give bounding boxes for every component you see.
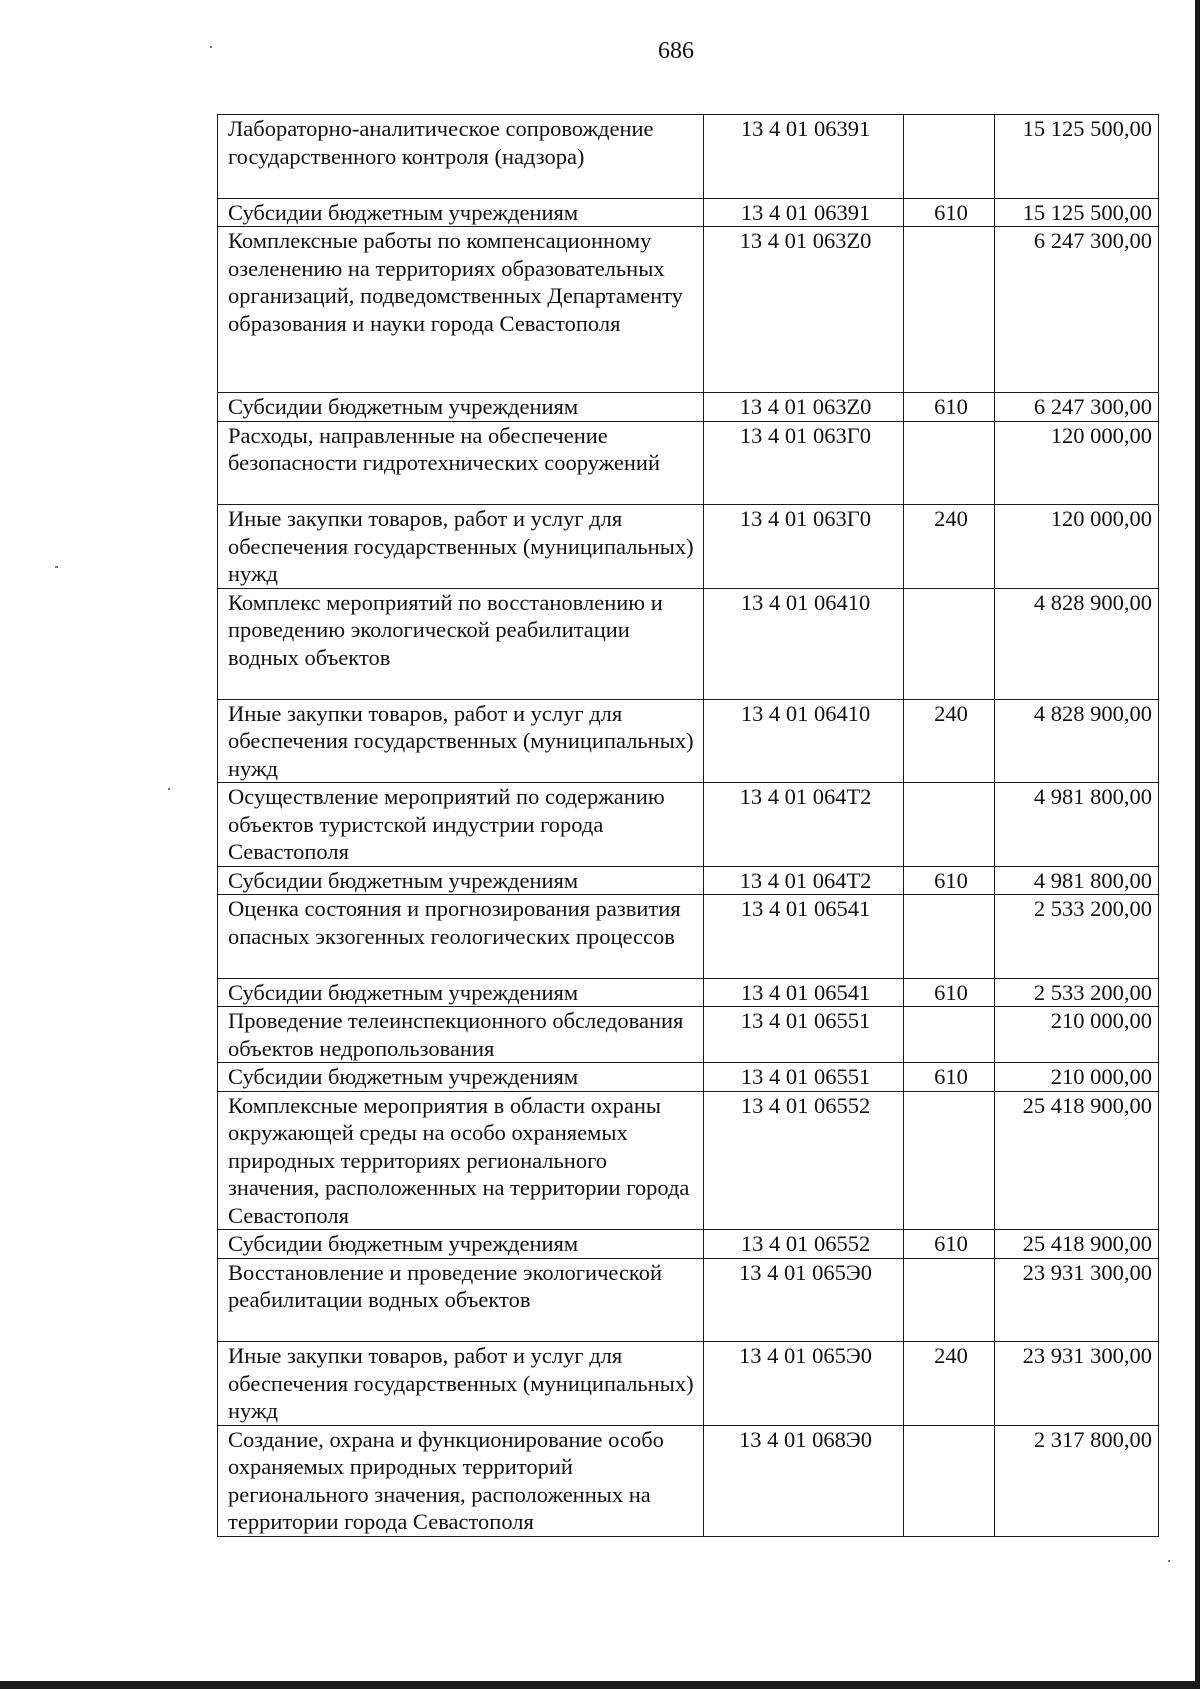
row-code-cell: 13 4 01 06552 [704,1230,904,1259]
row-expense-type-cell [904,1258,995,1342]
row-code-cell: 13 4 01 06541 [704,978,904,1007]
row-sum-cell: 4 981 800,00 [995,783,1159,867]
scan-speck [168,788,170,790]
row-code-cell: 13 4 01 068Э0 [704,1425,904,1536]
row-expense-type-cell [904,1091,995,1230]
row-code-cell: 13 4 01 065Э0 [704,1342,904,1426]
table-row [218,588,1159,699]
row-name-cell: Комплексные работы по компенсационному озеленению на территориях образовательных организаций, подведомственных Департаменту образования и науки города Севастополя [218,227,704,393]
row-name-cell: Иные закупки товаров, работ и услуг для обеспечения государственных (муниципальных) нужд [218,505,704,589]
table-row [218,1425,1159,1536]
row-name-cell: Субсидии бюджетным учреждениям [218,393,704,422]
row-name-cell: Субсидии бюджетным учреждениям [218,1230,704,1259]
row-sum-cell: 15 125 500,00 [995,198,1159,227]
table-row [218,198,1159,227]
table-row [218,895,1159,979]
row-sum-cell: 210 000,00 [995,1063,1159,1092]
row-sum-cell: 25 418 900,00 [995,1230,1159,1259]
row-code-cell: 13 4 01 063Z0 [704,227,904,393]
table-row [218,1007,1159,1063]
row-expense-type-cell: 240 [904,699,995,783]
row-sum-cell: 23 931 300,00 [995,1342,1159,1426]
row-sum-cell: 120 000,00 [995,505,1159,589]
row-expense-type-cell [904,588,995,699]
table-row [218,1258,1159,1342]
budget-table [217,114,1159,1537]
table-row [218,978,1159,1007]
table-row [218,699,1159,783]
row-code-cell: 13 4 01 063Z0 [704,393,904,422]
table-row [218,227,1159,393]
row-code-cell: 13 4 01 06541 [704,895,904,979]
row-name-cell: Комплекс мероприятий по восстановлению и проведению экологической реабилитации водных объектов [218,588,704,699]
row-code-cell: 13 4 01 063Г0 [704,505,904,589]
row-expense-type-cell: 610 [904,1063,995,1092]
row-code-cell: 13 4 01 06410 [704,699,904,783]
row-name-cell: Оценка состояния и прогнозирования развития опасных экзогенных геологических процессов [218,895,704,979]
table-row [218,393,1159,422]
row-sum-cell: 23 931 300,00 [995,1258,1159,1342]
row-code-cell: 13 4 01 06551 [704,1063,904,1092]
row-name-cell: Расходы, направленные на обеспечение безопасности гидротехнических сооружений [218,421,704,505]
row-name-cell: Субсидии бюджетным учреждениям [218,198,704,227]
row-sum-cell: 2 533 200,00 [995,895,1159,979]
row-code-cell: 13 4 01 065Э0 [704,1258,904,1342]
row-name-cell: Иные закупки товаров, работ и услуг для обеспечения государственных (муниципальных) нужд [218,1342,704,1426]
row-name-cell: Создание, охрана и функционирование особо охраняемых природных территорий регионального значения, расположенных на территории города Севастополя [218,1425,704,1536]
table-row [218,1063,1159,1092]
row-name-cell: Проведение телеинспекционного обследования объектов недропользования [218,1007,704,1063]
row-sum-cell: 4 828 900,00 [995,588,1159,699]
row-expense-type-cell: 240 [904,505,995,589]
row-sum-cell: 2 317 800,00 [995,1425,1159,1536]
table-row [218,115,1159,199]
row-code-cell: 13 4 01 06410 [704,588,904,699]
row-name-cell: Субсидии бюджетным учреждениям [218,1063,704,1092]
table-row [218,505,1159,589]
row-name-cell: Лабораторно-аналитическое сопровождение государственного контроля (надзора) [218,115,704,199]
table-row [218,783,1159,867]
row-expense-type-cell [904,227,995,393]
row-expense-type-cell: 610 [904,978,995,1007]
row-name-cell: Субсидии бюджетным учреждениям [218,978,704,1007]
row-sum-cell: 120 000,00 [995,421,1159,505]
row-code-cell: 13 4 01 06391 [704,115,904,199]
table-row [218,421,1159,505]
row-expense-type-cell [904,115,995,199]
scan-speck [210,46,212,48]
table-row [218,1342,1159,1426]
row-expense-type-cell [904,895,995,979]
row-expense-type-cell [904,421,995,505]
row-sum-cell: 4 981 800,00 [995,866,1159,895]
page-number: 686 [658,38,694,64]
row-code-cell: 13 4 01 06552 [704,1091,904,1230]
budget-table-body [218,115,1159,1537]
row-expense-type-cell: 610 [904,1230,995,1259]
row-sum-cell: 4 828 900,00 [995,699,1159,783]
row-sum-cell: 2 533 200,00 [995,978,1159,1007]
row-sum-cell: 210 000,00 [995,1007,1159,1063]
row-code-cell: 13 4 01 064Т2 [704,866,904,895]
row-expense-type-cell [904,1425,995,1536]
row-name-cell: Осуществление мероприятий по содержанию объектов туристской индустрии города Севастополя [218,783,704,867]
row-code-cell: 13 4 01 064Т2 [704,783,904,867]
row-expense-type-cell [904,1007,995,1063]
row-name-cell: Комплексные мероприятия в области охраны окружающей среды на особо охраняемых природных территориях регионального значения, расположенных на территории города Севастополя [218,1091,704,1230]
table-row [218,1230,1159,1259]
row-sum-cell: 15 125 500,00 [995,115,1159,199]
table-row [218,866,1159,895]
row-code-cell: 13 4 01 06551 [704,1007,904,1063]
row-code-cell: 13 4 01 063Г0 [704,421,904,505]
row-expense-type-cell: 610 [904,866,995,895]
scan-speck [1168,1560,1170,1562]
row-expense-type-cell [904,783,995,867]
row-sum-cell: 25 418 900,00 [995,1091,1159,1230]
table-row [218,1091,1159,1230]
row-code-cell: 13 4 01 06391 [704,198,904,227]
row-expense-type-cell: 610 [904,198,995,227]
row-expense-type-cell: 610 [904,393,995,422]
row-name-cell: Субсидии бюджетным учреждениям [218,866,704,895]
row-name-cell: Восстановление и проведение экологической реабилитации водных объектов [218,1258,704,1342]
row-expense-type-cell: 240 [904,1342,995,1426]
row-sum-cell: 6 247 300,00 [995,393,1159,422]
row-name-cell: Иные закупки товаров, работ и услуг для обеспечения государственных (муниципальных) нужд [218,699,704,783]
row-sum-cell: 6 247 300,00 [995,227,1159,393]
scan-speck [55,566,58,568]
